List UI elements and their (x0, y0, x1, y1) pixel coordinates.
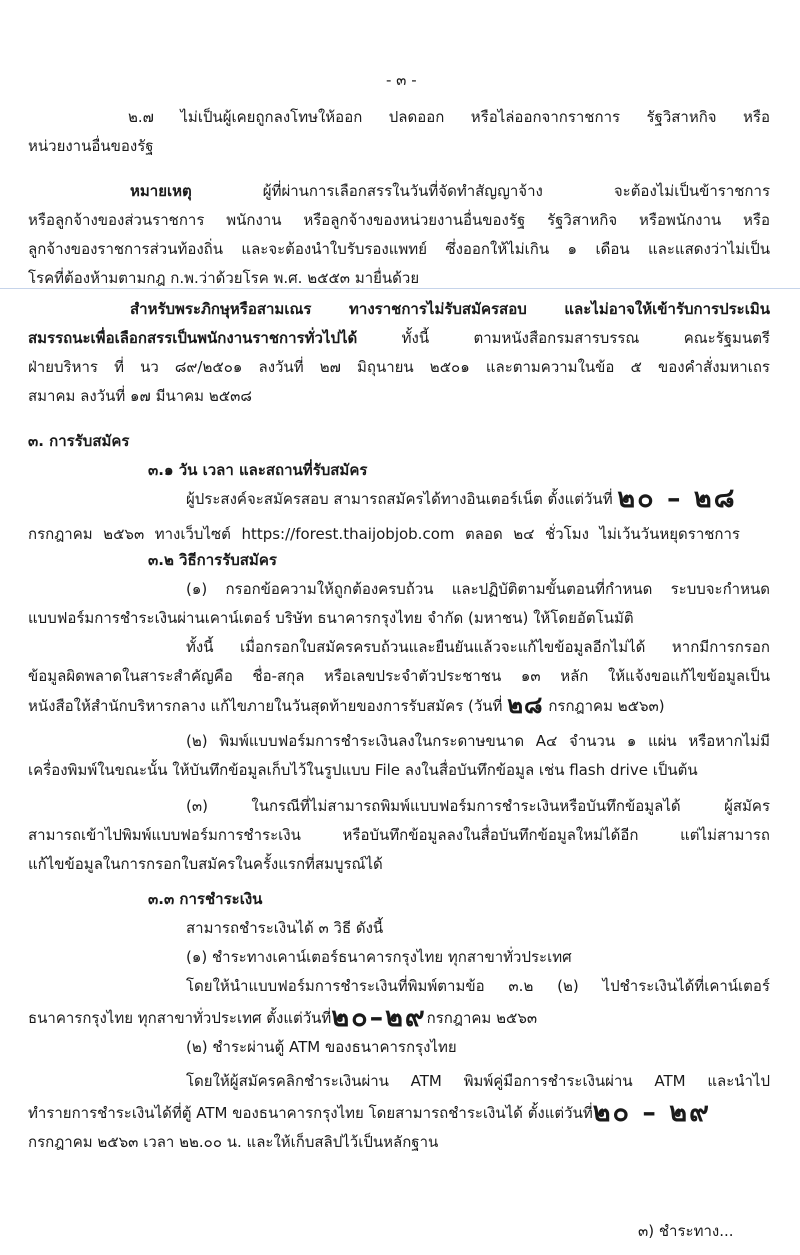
section-3-2-p2-text-3a: หนังสือให้สำนักบริหารกลาง แก้ไขภายในวันสุดท้ายของการรับสมัคร (วันที่ (28, 697, 508, 715)
payment-method-2-line-3: กรกฎาคม ๒๕๖๓ เวลา ๒๒.๐๐ น. และให้เก็บสลิปไว้เป็นหลักฐาน (28, 1133, 439, 1151)
scan-divider (0, 288, 800, 289)
section-3-3-title: ๓.๓ การชำระเงิน (148, 890, 263, 908)
section-3-title: ๓. การรับสมัคร (28, 432, 130, 450)
payment-method-2-line-2 (28, 1097, 711, 1128)
remark-line-2: หรือลูกจ้างของส่วนราชการ พนักงาน หรือลูกจ้างของหน่วยงานอื่นของรัฐ รัฐวิสาหกิจ หรือพนักงาน หรือ (28, 211, 770, 229)
sec-2-7-line-1: ๒.๗ ไม่เป็นผู้เคยถูกลงโทษให้ออก ปลดออก หรือไล่ออกจากราชการ รัฐวิสาหกิจ หรือ (128, 108, 770, 126)
page-number: - ๓ - (386, 71, 417, 89)
payment-method-2-text-2: ทำรายการชำระเงินได้ที่ตู้ ATM ของธนาคารกรุงไทย โดยสามารถชำระเงินได้ ตั้งแต่วันที่ (28, 1104, 593, 1122)
section-3-2-p2-text-3b: กรกฎาคม ๒๕๖๓) (543, 697, 665, 715)
remark-line-3: ลูกจ้างของราชการส่วนท้องถิ่น และจะต้องนำใบรับรองแพทย์ ซึ่งออกให้ไม่เกิน ๑ เดือน และแสดงว่าไม่เป็น (28, 240, 770, 258)
remark-line-1 (130, 179, 770, 203)
continuation-note: ๓) ชำระทาง... (638, 1222, 734, 1240)
section-3-3-intro: สามารถชำระเงินได้ ๓ วิธี ดังนี้ (186, 919, 384, 937)
payment-method-2-line-1: โดยให้ผู้สมัครคลิกชำระเงินผ่าน ATM พิมพ์คู่มือการชำระเงินผ่าน ATM และนำไป (186, 1072, 770, 1090)
section-3-2-p4-line-1: (๓) ในกรณีที่ไม่สามารถพิมพ์แบบฟอร์มการชำระเงินหรือบันทึกข้อมูลได้ ผู้สมัคร (186, 797, 770, 815)
section-3-1-text-1: ผู้ประสงค์จะสมัครสอบ สามารถสมัครได้ทางอินเตอร์เน็ต ตั้งแต่วันที่ (186, 490, 618, 508)
monks-line-3: ฝ่ายบริหาร ที่ นว ๘๙/๒๕๐๑ ลงวันที่ ๒๗ มิถุนายน ๒๕๐๑ และตามความในข้อ ๕ ของคำสั่งมหาเถร (28, 358, 770, 376)
sec-2-7-line-2: หน่วยงานอื่นของรัฐ (28, 137, 154, 155)
section-3-1-line-1 (186, 483, 737, 514)
monks-line-2-rest: ทั้งนี้ ตามหนังสือกรมสารบรรณ คณะรัฐมนตรี (357, 329, 770, 347)
monks-line-4: สมาคม ลงวันที่ ๑๗ มีนาคม ๒๕๓๘ (28, 387, 252, 405)
section-3-2-p2-line-1: ทั้งนี้ เมื่อกรอกใบสมัครครบถ้วนและยืนยันแล้วจะแก้ไขข้อมูลอีกไม่ได้ หากมีการกรอก (186, 638, 770, 656)
counter-payment-date-range: ๒๐–๒๙ (331, 1002, 427, 1033)
atm-payment-date-range: ๒๐ – ๒๙ (592, 1097, 711, 1128)
section-3-2-p4-line-2: สามารถเข้าไปพิมพ์แบบฟอร์มการชำระเงิน หรือบันทึกข้อมูลลงในสื่อบันทึกข้อมูลใหม่ได้อีก แต่ไม่สามารถ (28, 826, 770, 844)
section-3-1-line-2: กรกฎาคม ๒๕๖๓ ทางเว็บไซต์ https://forest.thaijobjob.com ตลอด ๒๔ ชั่วโมง ไม่เว้นวันหยุดราชการ (28, 525, 740, 543)
monks-line-1: สำหรับพระภิกษุหรือสามเณร ทางราชการไม่รับสมัครสอบ และไม่อาจให้เข้ารับการประเมิน (130, 300, 770, 318)
monks-line-2-bold: สมรรถนะเพื่อเลือกสรรเป็นพนักงานราชการทั่วไปได้ (28, 329, 358, 347)
section-3-2-p1-line-1: (๑) กรอกข้อความให้ถูกต้องครบถ้วน และปฏิบัติตามขั้นตอนที่กำหนด ระบบจะกำหนด (186, 580, 770, 598)
section-3-2-p2-line-3 (28, 693, 665, 718)
payment-method-1-title: (๑) ชำระทางเคาน์เตอร์ธนาคารกรุงไทย ทุกสาขาทั่วประเทศ (186, 948, 572, 966)
payment-method-1-text-2b: กรกฎาคม ๒๕๖๓ (426, 1009, 538, 1027)
payment-method-1-line-1: โดยให้นำแบบฟอร์มการชำระเงินที่พิมพ์ตามข้อ ๓.๒ (๒) ไปชำระเงินได้ที่เคาน์เตอร์ (186, 977, 770, 995)
monks-line-2 (28, 326, 770, 350)
payment-method-2-title: (๒) ชำระผ่านตู้ ATM ของธนาคารกรุงไทย (186, 1038, 457, 1056)
payment-method-1-line-2 (28, 1002, 538, 1033)
section-3-2-p1-line-2: แบบฟอร์มการชำระเงินผ่านเคาน์เตอร์ บริษัท ธนาคารกรุงไทย จำกัด (มหาชน) ให้โดยอัตโนมัติ (28, 609, 634, 627)
section-3-2-p4-line-3: แก้ไขข้อมูลในการกรอกใบสมัครในครั้งแรกที่สมบูรณ์ได้ (28, 855, 383, 873)
remark-text-1: ผู้ที่ผ่านการเลือกสรรในวันที่จัดทำสัญญาจ้าง จะต้องไม่เป็นข้าราชการ (191, 182, 770, 200)
remark-line-4: โรคที่ต้องห้ามตามกฎ ก.พ.ว่าด้วยโรค พ.ศ. ๒๕๕๓ มายื่นด้วย (28, 269, 420, 287)
payment-method-1-text-2: ธนาคารกรุงไทย ทุกสาขาทั่วประเทศ ตั้งแต่วันที่ (28, 1009, 332, 1027)
application-date-range: ๒๐ – ๒๘ (617, 483, 737, 514)
section-3-2-title: ๓.๒ วิธีการรับสมัคร (148, 551, 277, 569)
section-3-2-p3-line-1: (๒) พิมพ์แบบฟอร์มการชำระเงินลงในกระดาษขนาด A๔ จำนวน ๑ แผ่น หรือหากไม่มี (186, 732, 770, 750)
section-3-1-title: ๓.๑ วัน เวลา และสถานที่รับสมัคร (148, 461, 368, 479)
remark-label: หมายเหตุ (130, 182, 192, 200)
section-3-2-p2-line-2: ข้อมูลผิดพลาดในสาระสำคัญคือ ชื่อ-สกุล หรือเลขประจำตัวประชาชน ๑๓ หลัก ให้แจ้งขอแก้ไขข้อมูลเป็น (28, 667, 770, 685)
last-day-date: ๒๘ (507, 691, 544, 719)
section-3-2-p3-line-2: เครื่องพิมพ์ในขณะนั้น ให้บันทึกข้อมูลเก็บไว้ในรูปแบบ File ลงในสื่อบันทึกข้อมูล เช่น flash drive เป็นต้น (28, 761, 698, 779)
